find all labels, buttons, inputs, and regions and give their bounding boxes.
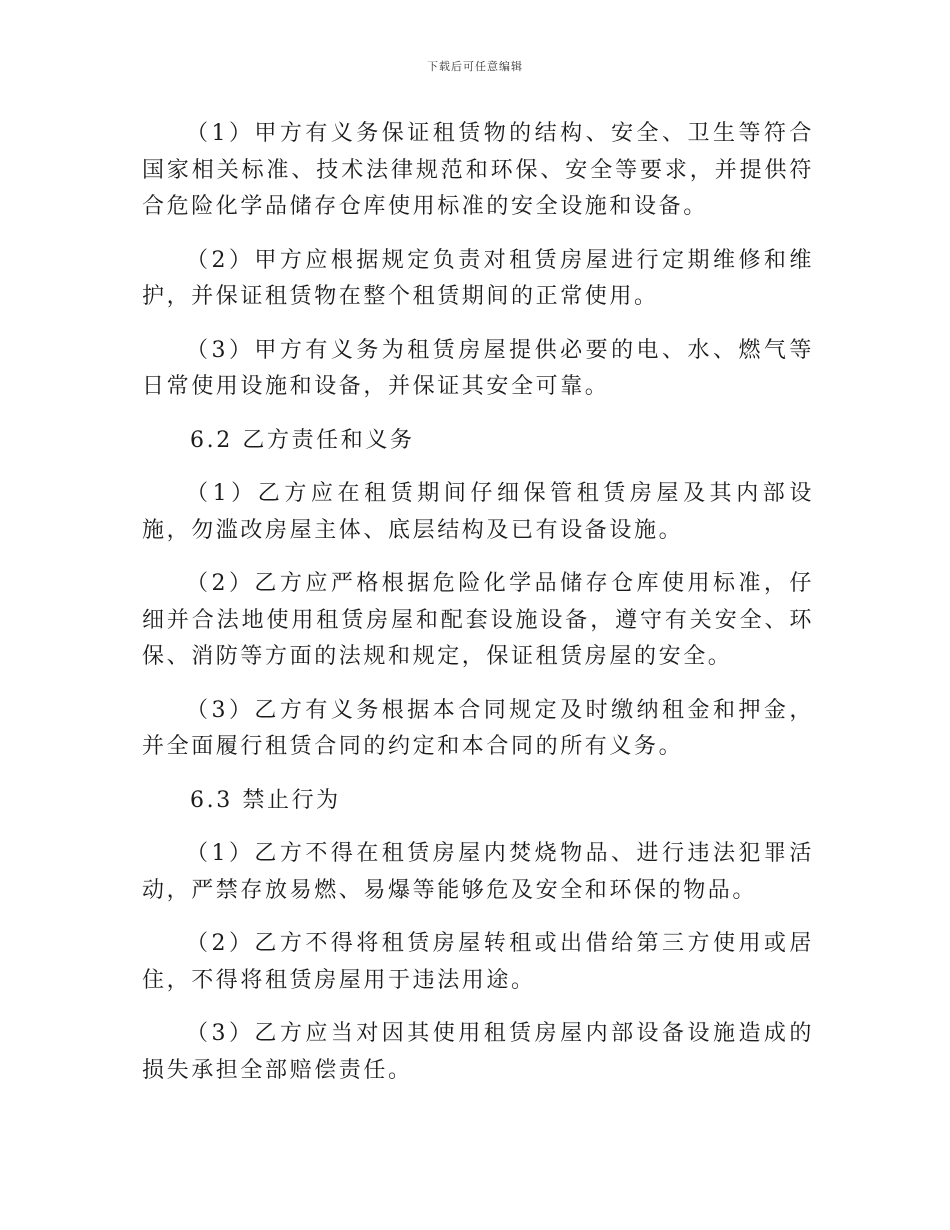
paragraph-lessee-obligation-3: （3）乙方有义务根据本合同规定及时缴纳租金和押金，并全面履行租赁合同的约定和本合同的所有义务。 (142, 697, 814, 759)
paragraph-prohibition-2: （2）乙方不得将租赁房屋转租或出借给第三方使用或居住，不得将租赁房屋用于违法用途。 (142, 931, 814, 993)
paragraph-prohibition-3: （3）乙方应当对因其使用租赁房屋内部设备设施造成的损失承担全部赔偿责任。 (142, 1021, 814, 1083)
page-header: 下载后可任意编辑 (427, 60, 523, 73)
section-heading-6-2: 6.2 乙方责任和义务 (190, 427, 415, 453)
paragraph-lessor-obligation-2: （2）甲方应根据规定负责对租赁房屋进行定期维修和维护，并保证租赁物在整个租赁期间的正常使用。 (142, 247, 814, 309)
section-heading-6-3: 6.3 禁止行为 (190, 787, 341, 813)
paragraph-lessor-obligation-3: （3）甲方有义务为租赁房屋提供必要的电、水、燃气等日常使用设施和设备，并保证其安全可靠。 (142, 337, 814, 399)
document-body (142, 116, 814, 1106)
paragraph-prohibition-1: （1）乙方不得在租赁房屋内焚烧物品、进行违法犯罪活动，严禁存放易燃、易爆等能够危及安全和环保的物品。 (142, 841, 814, 903)
paragraph-lessee-obligation-1: （1）乙方应在租赁期间仔细保管租赁房屋及其内部设施，勿滥改房屋主体、底层结构及已有设备设施。 (142, 481, 814, 543)
paragraph-lessor-obligation-1: （1）甲方有义务保证租赁物的结构、安全、卫生等符合国家相关标准、技术法律规范和环保、安全等要求，并提供符合危险化学品储存仓库使用标准的安全设施和设备。 (142, 121, 814, 219)
paragraph-lessee-obligation-2: （2）乙方应严格根据危险化学品储存仓库使用标准，仔细并合法地使用租赁房屋和配套设施设备，遵守有关安全、环保、消防等方面的法规和规定，保证租赁房屋的安全。 (142, 571, 814, 669)
